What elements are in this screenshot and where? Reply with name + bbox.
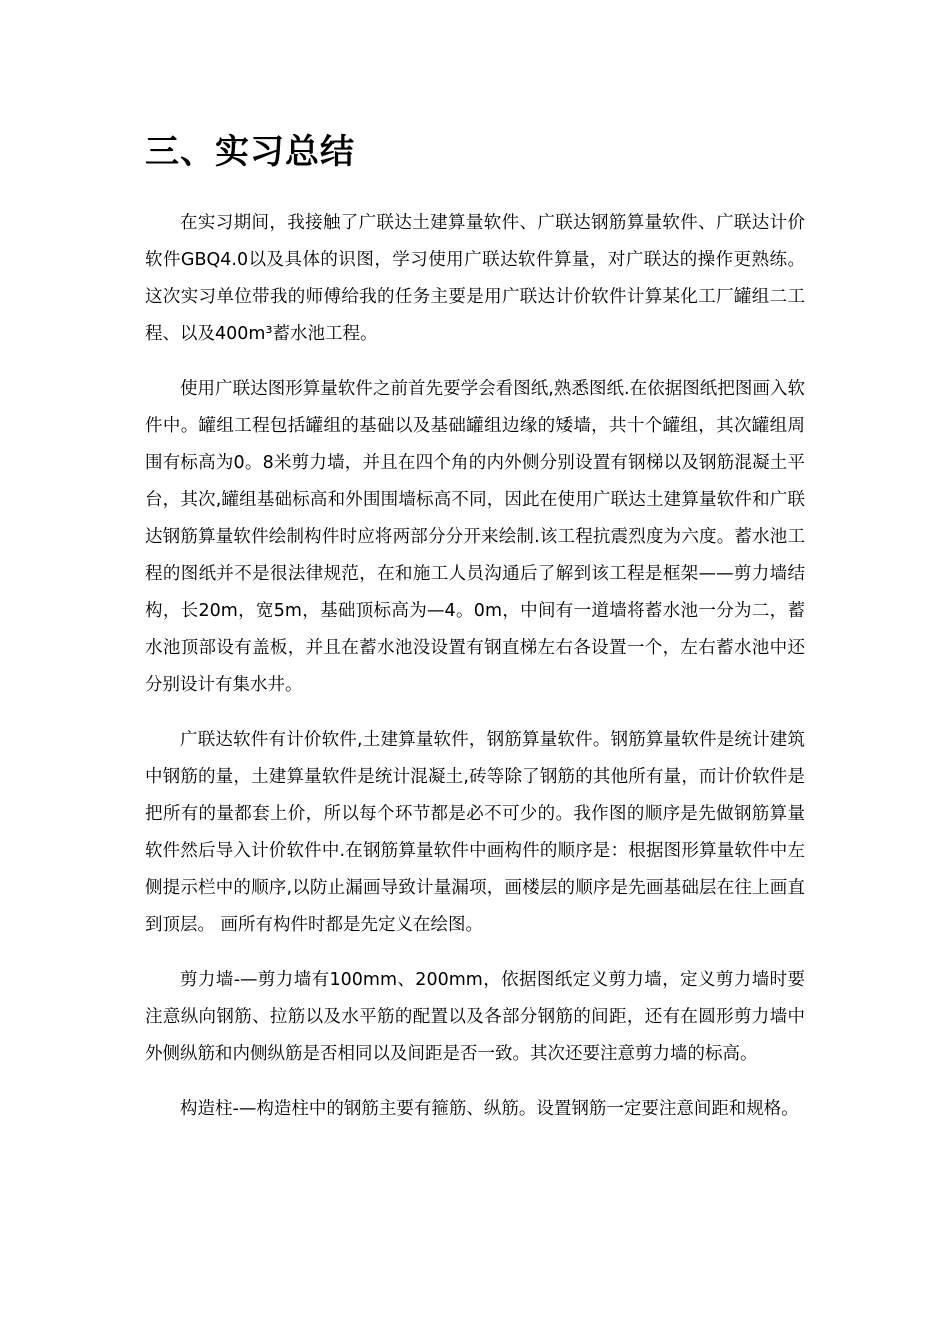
document-body	[145, 205, 805, 1146]
paragraph-shear-wall: 剪力墙-—剪力墙有100mm、200mm，依据图纸定义剪力墙，定义剪力墙时要注意纵向钢筋、拉筋以及水平筋的配置以及各部分钢筋的间距，还有在圆形剪力墙中外侧纵筋和内侧纵筋是否相同以及间距是否一致。其次还要注意剪力墙的标高。	[145, 970, 805, 1064]
paragraph-software-workflow: 广联达软件有计价软件,土建算量软件，钢筋算量软件。钢筋算量软件是统计建筑中钢筋的量，土建算量软件是统计混凝土,砖等除了钢筋的其他所有量，而计价软件是把所有的量都套上价，所以每个环节都是必不可少的。我作图的顺序是先做钢筋算量软件然后导入计价软件中.在钢筋算量软件中画构件的顺序是：根据图形算量软件中左侧提示栏中的顺序,以防止漏画导致计量漏项，画楼层的顺序是先画基础层在往上画直到顶层。 画所有构件时都是先定义在绘图。	[145, 730, 805, 935]
paragraph-internship-overview: 在实习期间，我接触了广联达土建算量软件、广联达钢筋算量软件、广联达计价软件GBQ4.0以及具体的识图，学习使用广联达软件算量，对广联达的操作更熟练。这次实习单位带我的师傅给我的任务主要是用广联达计价软件计算某化工厂罐组二工程、以及400m³蓄水池工程。	[145, 213, 805, 344]
section-title: 三、实习总结	[145, 132, 355, 172]
paragraph-project-description: 使用广联达图形算量软件之前首先要学会看图纸,熟悉图纸.在依据图纸把图画入软件中。罐组工程包括罐组的基础以及基础罐组边缘的矮墙，共十个罐组，其次罐组周围有标高为0。8米剪力墙，并且在四个角的内外侧分别设置有钢梯以及钢筋混凝土平台，其次,罐组基础标高和外围围墙标高不同，因此在使用广联达土建算量软件和广联达钢筋算量软件绘制构件时应将两部分分开来绘制.该工程抗震烈度为六度。蓄水池工程的图纸并不是很法律规范，在和施工人员沟通后了解到该工程是框架——剪力墙结构，长20m，宽5m，基础顶标高为—4。0m，中间有一道墙将蓄水池一分为二，蓄水池顶部设有盖板，并且在蓄水池没设置有钢直梯左右各设置一个，左右蓄水池中还分别设计有集水井。	[145, 379, 805, 695]
paragraph-structural-column: 构造柱-—构造柱中的钢筋主要有箍筋、纵筋。设置钢筋一定要注意间距和规格。	[180, 1099, 799, 1119]
